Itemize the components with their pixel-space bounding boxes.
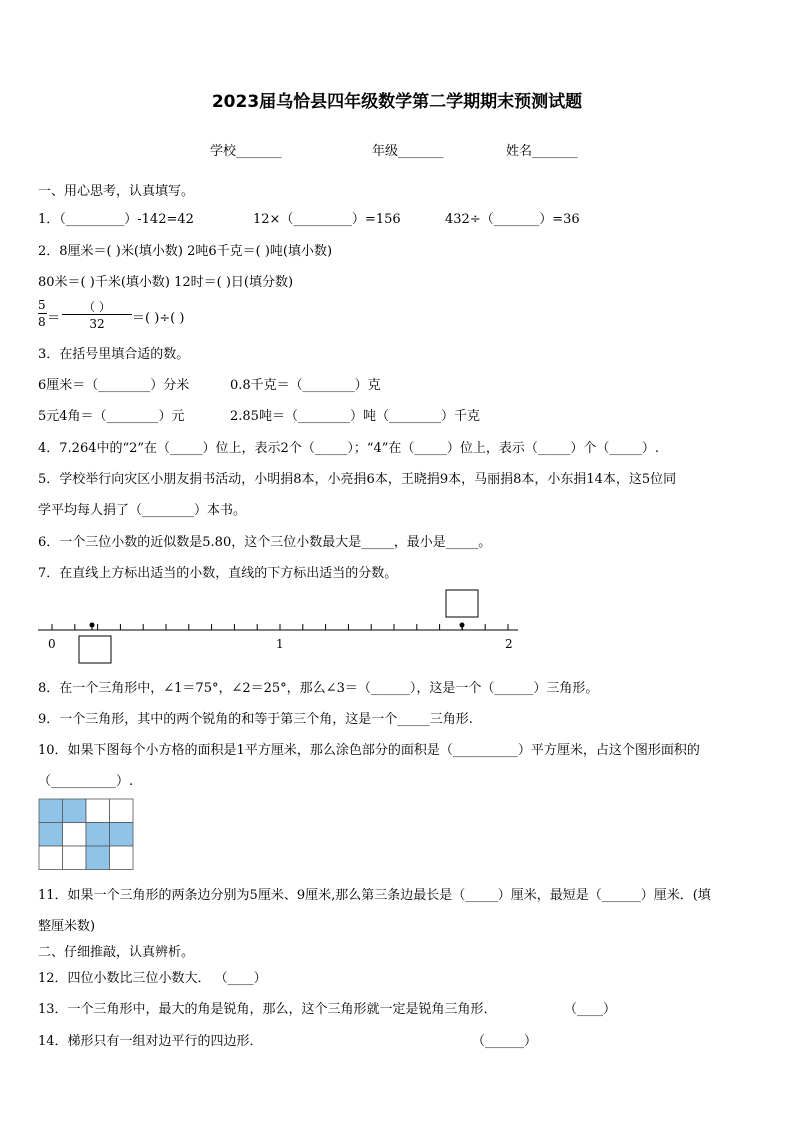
answer-box-bottom xyxy=(79,636,111,663)
question-14: 14．梯形只有一组对边平行的四边形． xyxy=(38,1034,263,1049)
question-9: 9．一个三角形，其中的两个锐角的和等于第三个角，这是一个_____三角形. xyxy=(38,712,473,727)
question-5-line1: 5．学校举行向灾区小朋友捐书活动，小明捐8本，小亮捐6本，王晓捐9本，马丽捐8本，小东捐14本，这5位同 xyxy=(38,472,677,487)
question-1c: 432÷（_______）=36 xyxy=(445,212,580,227)
grid-cell xyxy=(110,846,134,870)
grid-cell xyxy=(39,823,63,847)
fraction-denominator: 8 xyxy=(38,315,46,329)
eq-denominator: 32 xyxy=(89,317,105,331)
eq-tail: ＝( )÷( ) xyxy=(132,311,185,326)
question-5-line2: 学平均每人捐了（________）本书。 xyxy=(38,503,247,518)
question-3-line2b: 0.8千克＝（________）克 xyxy=(230,378,381,393)
grid-cell xyxy=(39,846,63,870)
eq-numerator: （ ） xyxy=(83,300,111,314)
question-4: 4．7.264中的“2”在（_____）位上，表示2个（_____）；“4”在（_____）位上，表示（_____）个（_____）. xyxy=(38,441,660,456)
grid-cell xyxy=(86,823,110,847)
fraction-numerator: 5 xyxy=(38,298,46,312)
area-grid-figure xyxy=(38,798,138,872)
question-13: 13．一个三角形中，最大的角是锐角，那么，这个三角形就一定是锐角三角形． xyxy=(38,1002,497,1017)
grid-cell xyxy=(86,846,110,870)
grid-cells xyxy=(39,799,133,870)
question-11-line1: 11．如果一个三角形的两条边分别为5厘米、9厘米,那么第三条边最长是（_____）厘米，最短是（______）厘米．(填 xyxy=(38,888,711,903)
school-field[interactable]: 学校_______ xyxy=(210,144,282,159)
tick-label-1: 1 xyxy=(276,637,284,651)
grid-cell xyxy=(63,846,87,870)
question-8: 8．在一个三角形中，∠1＝75°，∠2＝25°，那么∠3＝（______），这是一个（______）三角形。 xyxy=(38,681,599,696)
question-13-bracket[interactable]: （____） xyxy=(564,1002,617,1017)
page-title: 2023届乌恰县四年级数学第二学期期末预测试题 xyxy=(211,92,583,112)
grade-field[interactable]: 年级_______ xyxy=(372,144,444,159)
question-10-line2: （__________）. xyxy=(38,774,134,789)
question-11-line2: 整厘米数) xyxy=(38,919,96,934)
grid-cell xyxy=(39,799,63,823)
section-heading-2: 二、仔细推敲，认真辨析。 xyxy=(38,945,195,960)
number-line-figure xyxy=(0,580,794,670)
question-10-line1: 10．如果下图每个小方格的面积是1平方厘米，那么涂色部分的面积是（__________）平方厘米，占这个图形面积的 xyxy=(38,743,700,758)
grid-cell xyxy=(63,823,87,847)
question-1a: 1．（_________）-142=42 xyxy=(38,212,194,227)
question-14-bracket[interactable]: （______） xyxy=(472,1034,538,1049)
question-1b: 12×（_________）=156 xyxy=(253,212,401,227)
grid-cell xyxy=(86,799,110,823)
tick-label-0: 0 xyxy=(48,637,56,651)
question-3-line2a: 6厘米＝（________）分米 xyxy=(38,378,190,393)
question-2-line2: 80米＝( )千米(填小数) 12时＝( )日(填分数) xyxy=(38,275,294,290)
question-12: 12．四位小数比三位小数大． （____） xyxy=(38,971,267,986)
eq-fraction-bar xyxy=(62,314,132,315)
question-3-line3a: 5元4角＝（________）元 xyxy=(38,409,185,424)
grid-cell xyxy=(110,823,134,847)
question-2-line1: 2．8厘米＝( )米(填小数) 2吨6千克＝( )吨(填小数) xyxy=(38,244,333,259)
answer-box-top xyxy=(446,590,478,617)
name-field[interactable]: 姓名_______ xyxy=(506,144,578,159)
question-3-line1: 3．在括号里填合适的数。 xyxy=(38,347,190,362)
grid-cell xyxy=(110,799,134,823)
number-line-ticks xyxy=(52,624,508,630)
question-3-line3b: 2.85吨＝（________）吨（________）千克 xyxy=(230,409,480,424)
question-7: 7．在直线上方标出适当的小数，直线的下方标出适当的分数。 xyxy=(38,566,398,581)
fraction-bar xyxy=(38,313,47,314)
tick-label-2: 2 xyxy=(505,637,513,651)
question-6: 6．一个三位小数的近似数是5.80，这个三位小数最大是_____，最小是_____。 xyxy=(38,535,492,550)
equals-sign: ＝ xyxy=(47,311,61,326)
section-heading-1: 一、用心思考，认真填写。 xyxy=(38,184,195,199)
grid-cell xyxy=(63,799,87,823)
